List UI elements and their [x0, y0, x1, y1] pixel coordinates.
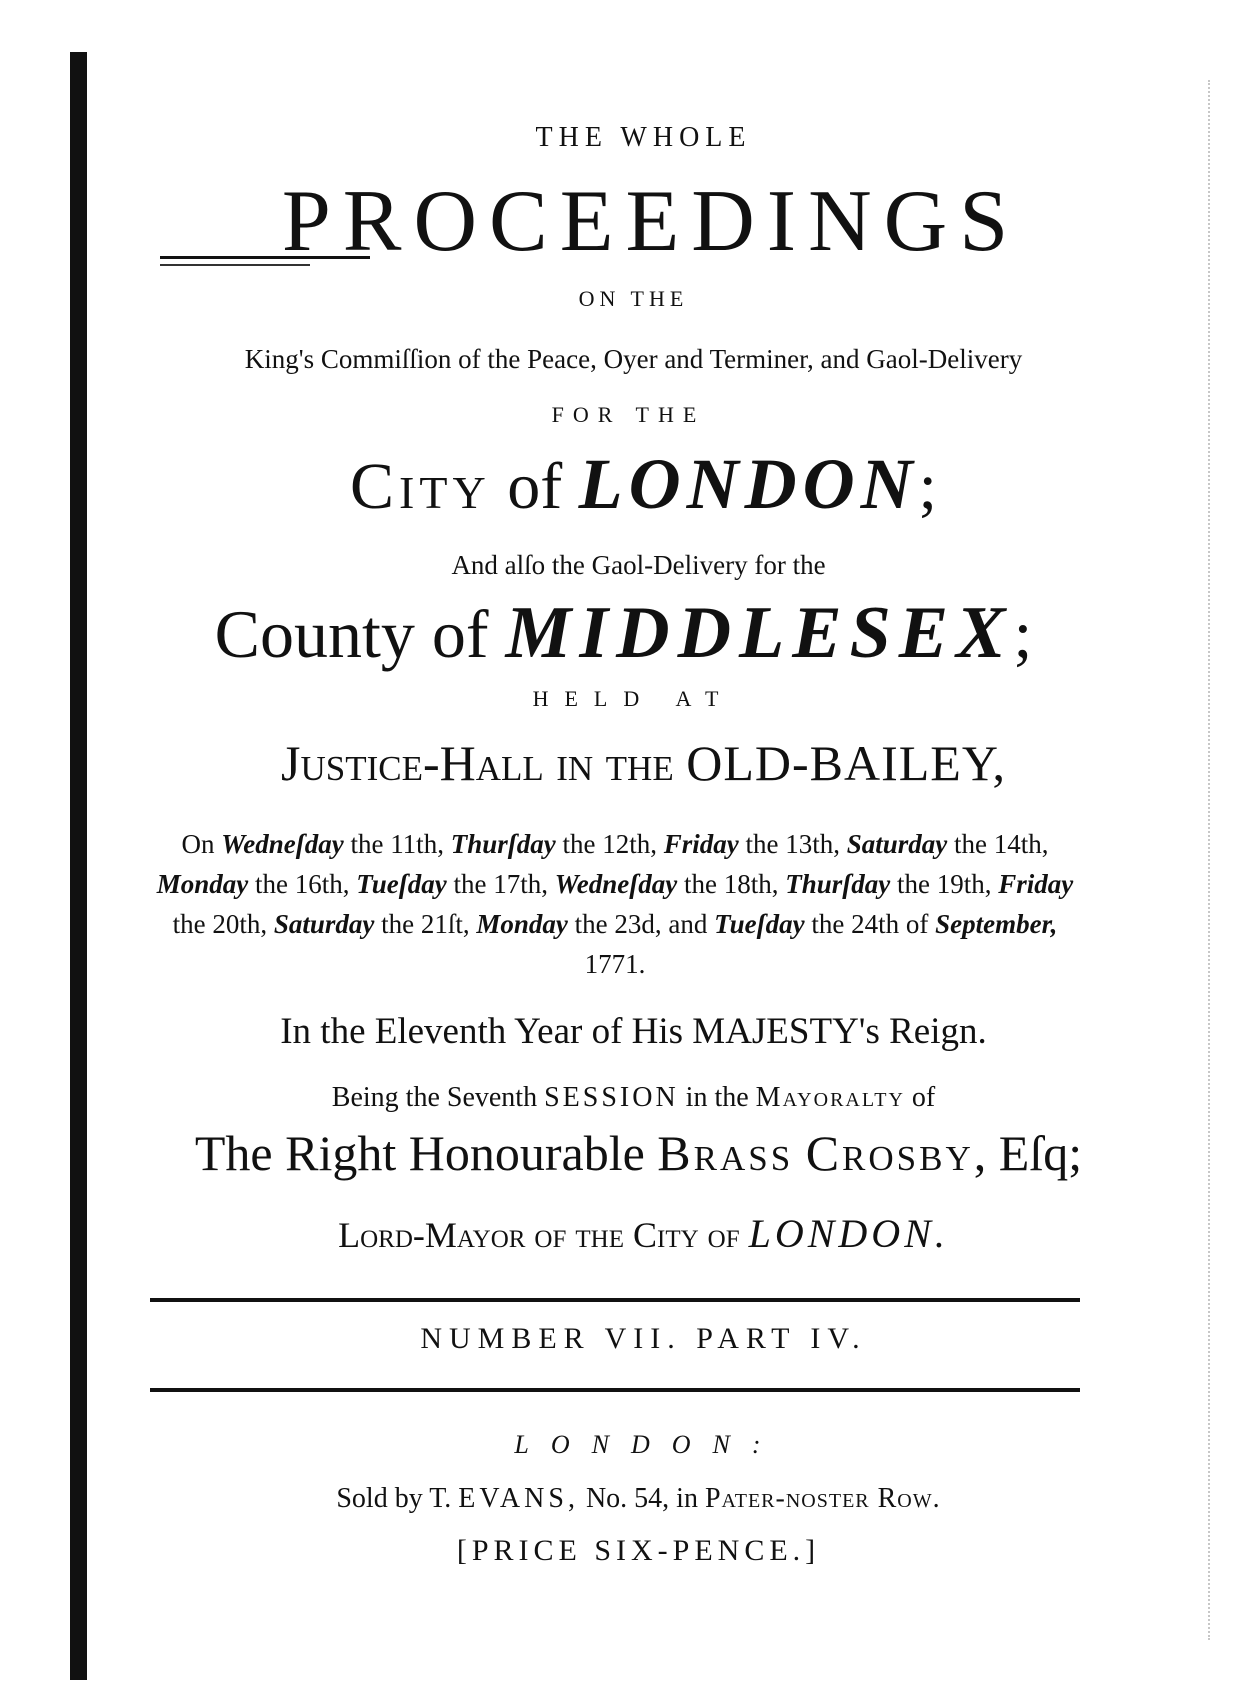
date-text: the 14th,	[947, 829, 1049, 859]
evans-word: EVANS,	[458, 1483, 579, 1514]
heading-the-whole: THE WHOLE	[535, 122, 752, 153]
date-text: the 16th,	[248, 869, 357, 899]
city-word: City	[350, 450, 491, 523]
page-edge-specks	[1208, 80, 1216, 1640]
proceedings-underline	[160, 256, 370, 259]
middlesex-word: MIDDLESEX	[505, 592, 1014, 674]
london-word: LONDON.	[748, 1211, 949, 1256]
date-text: the 24th of	[804, 909, 936, 939]
space	[793, 1125, 806, 1181]
price-line: [PRICE SIX-PENCE.]	[456, 1534, 821, 1567]
date-text: On	[181, 829, 222, 859]
date-text: the 12th,	[555, 829, 664, 859]
session-dates-paragraph	[150, 824, 1080, 984]
day-name: Tueſday	[356, 869, 447, 899]
top-rule	[150, 1298, 1080, 1302]
county-of-middlesex-line	[0, 592, 1247, 674]
semicolon: ;	[1013, 596, 1033, 672]
sold-by-text: Sold by T.	[336, 1483, 459, 1514]
heading-held-at: HELD AT	[532, 686, 735, 711]
session-number-line	[0, 1082, 1247, 1114]
heading-for-the: FOR THE	[551, 402, 706, 427]
day-name: Monday	[476, 909, 568, 939]
year-text: 1771.	[584, 949, 646, 979]
number-part-line: NUMBER VII. PART IV.	[420, 1322, 867, 1355]
imprint-seller-line	[0, 1483, 1247, 1515]
lord-mayor-text: Lord-Mayor of the City of	[338, 1215, 749, 1255]
justice-hall-text: Justice-Hall in the	[281, 735, 687, 791]
date-text: the 21ſt,	[374, 909, 477, 939]
proceedings-underline-2	[160, 264, 310, 266]
month-name: September,	[935, 909, 1058, 939]
day-name: Saturday	[846, 829, 948, 859]
day-name: Thurſday	[450, 829, 556, 859]
street-text: Pater-noster Row.	[704, 1483, 941, 1514]
of-text: of	[904, 1082, 936, 1113]
day-name: Monday	[156, 869, 249, 899]
county-of-text: County of	[214, 596, 506, 672]
being-text: Being the Seventh	[331, 1082, 545, 1113]
heading-on-the: ON THE	[578, 286, 689, 311]
date-text: the 23d, and	[567, 909, 715, 939]
semicolon: ;	[918, 450, 937, 523]
day-name: Thurſday	[785, 869, 891, 899]
day-name: Friday	[998, 869, 1074, 899]
date-text: the 11th,	[343, 829, 451, 859]
lord-mayor-name-line	[0, 1125, 1247, 1181]
imprint-place: LONDON:	[514, 1430, 783, 1459]
esquire-text: , Eſq;	[973, 1125, 1083, 1181]
date-text: the 13th,	[738, 829, 847, 859]
brass-word: Brass	[657, 1125, 794, 1181]
mayoralty-word: Mayoralty	[755, 1082, 905, 1113]
city-of-london-line	[0, 444, 1247, 524]
commission-line: King's Commiſſion of the Peace, Oyer and Terminer, and Gaol-Delivery	[244, 344, 1023, 374]
day-name: Wedneſday	[221, 829, 344, 859]
day-name: Tueſday	[714, 909, 805, 939]
day-name: Friday	[663, 829, 739, 859]
day-name: Saturday	[273, 909, 375, 939]
in-the-text: in the	[678, 1082, 756, 1113]
address-text: No. 54, in	[578, 1483, 705, 1514]
of-word: of	[490, 450, 579, 523]
session-word: SESSION	[544, 1082, 679, 1113]
date-text: the 19th,	[890, 869, 999, 899]
right-honourable-text: The Right Honourable	[194, 1125, 658, 1181]
london-word: LONDON	[578, 444, 919, 524]
also-gaol-delivery-line: And alſo the Gaol-Delivery for the	[451, 550, 826, 580]
old-bailey-word: OLD-BAILEY,	[686, 735, 1006, 791]
crosby-word: Crosby	[805, 1125, 974, 1181]
bottom-rule	[150, 1388, 1080, 1392]
date-text: the 20th,	[172, 909, 274, 939]
regnal-year-line: In the Eleventh Year of His MAJESTY's Reign.	[280, 1011, 987, 1052]
date-text: the 18th,	[677, 869, 786, 899]
date-text: the 17th,	[446, 869, 555, 899]
justice-hall-line	[0, 735, 1247, 791]
day-name: Wedneſday	[554, 869, 678, 899]
heading-proceedings: PROCEEDINGS	[281, 173, 1021, 270]
lord-mayor-title-line	[0, 1210, 1247, 1257]
